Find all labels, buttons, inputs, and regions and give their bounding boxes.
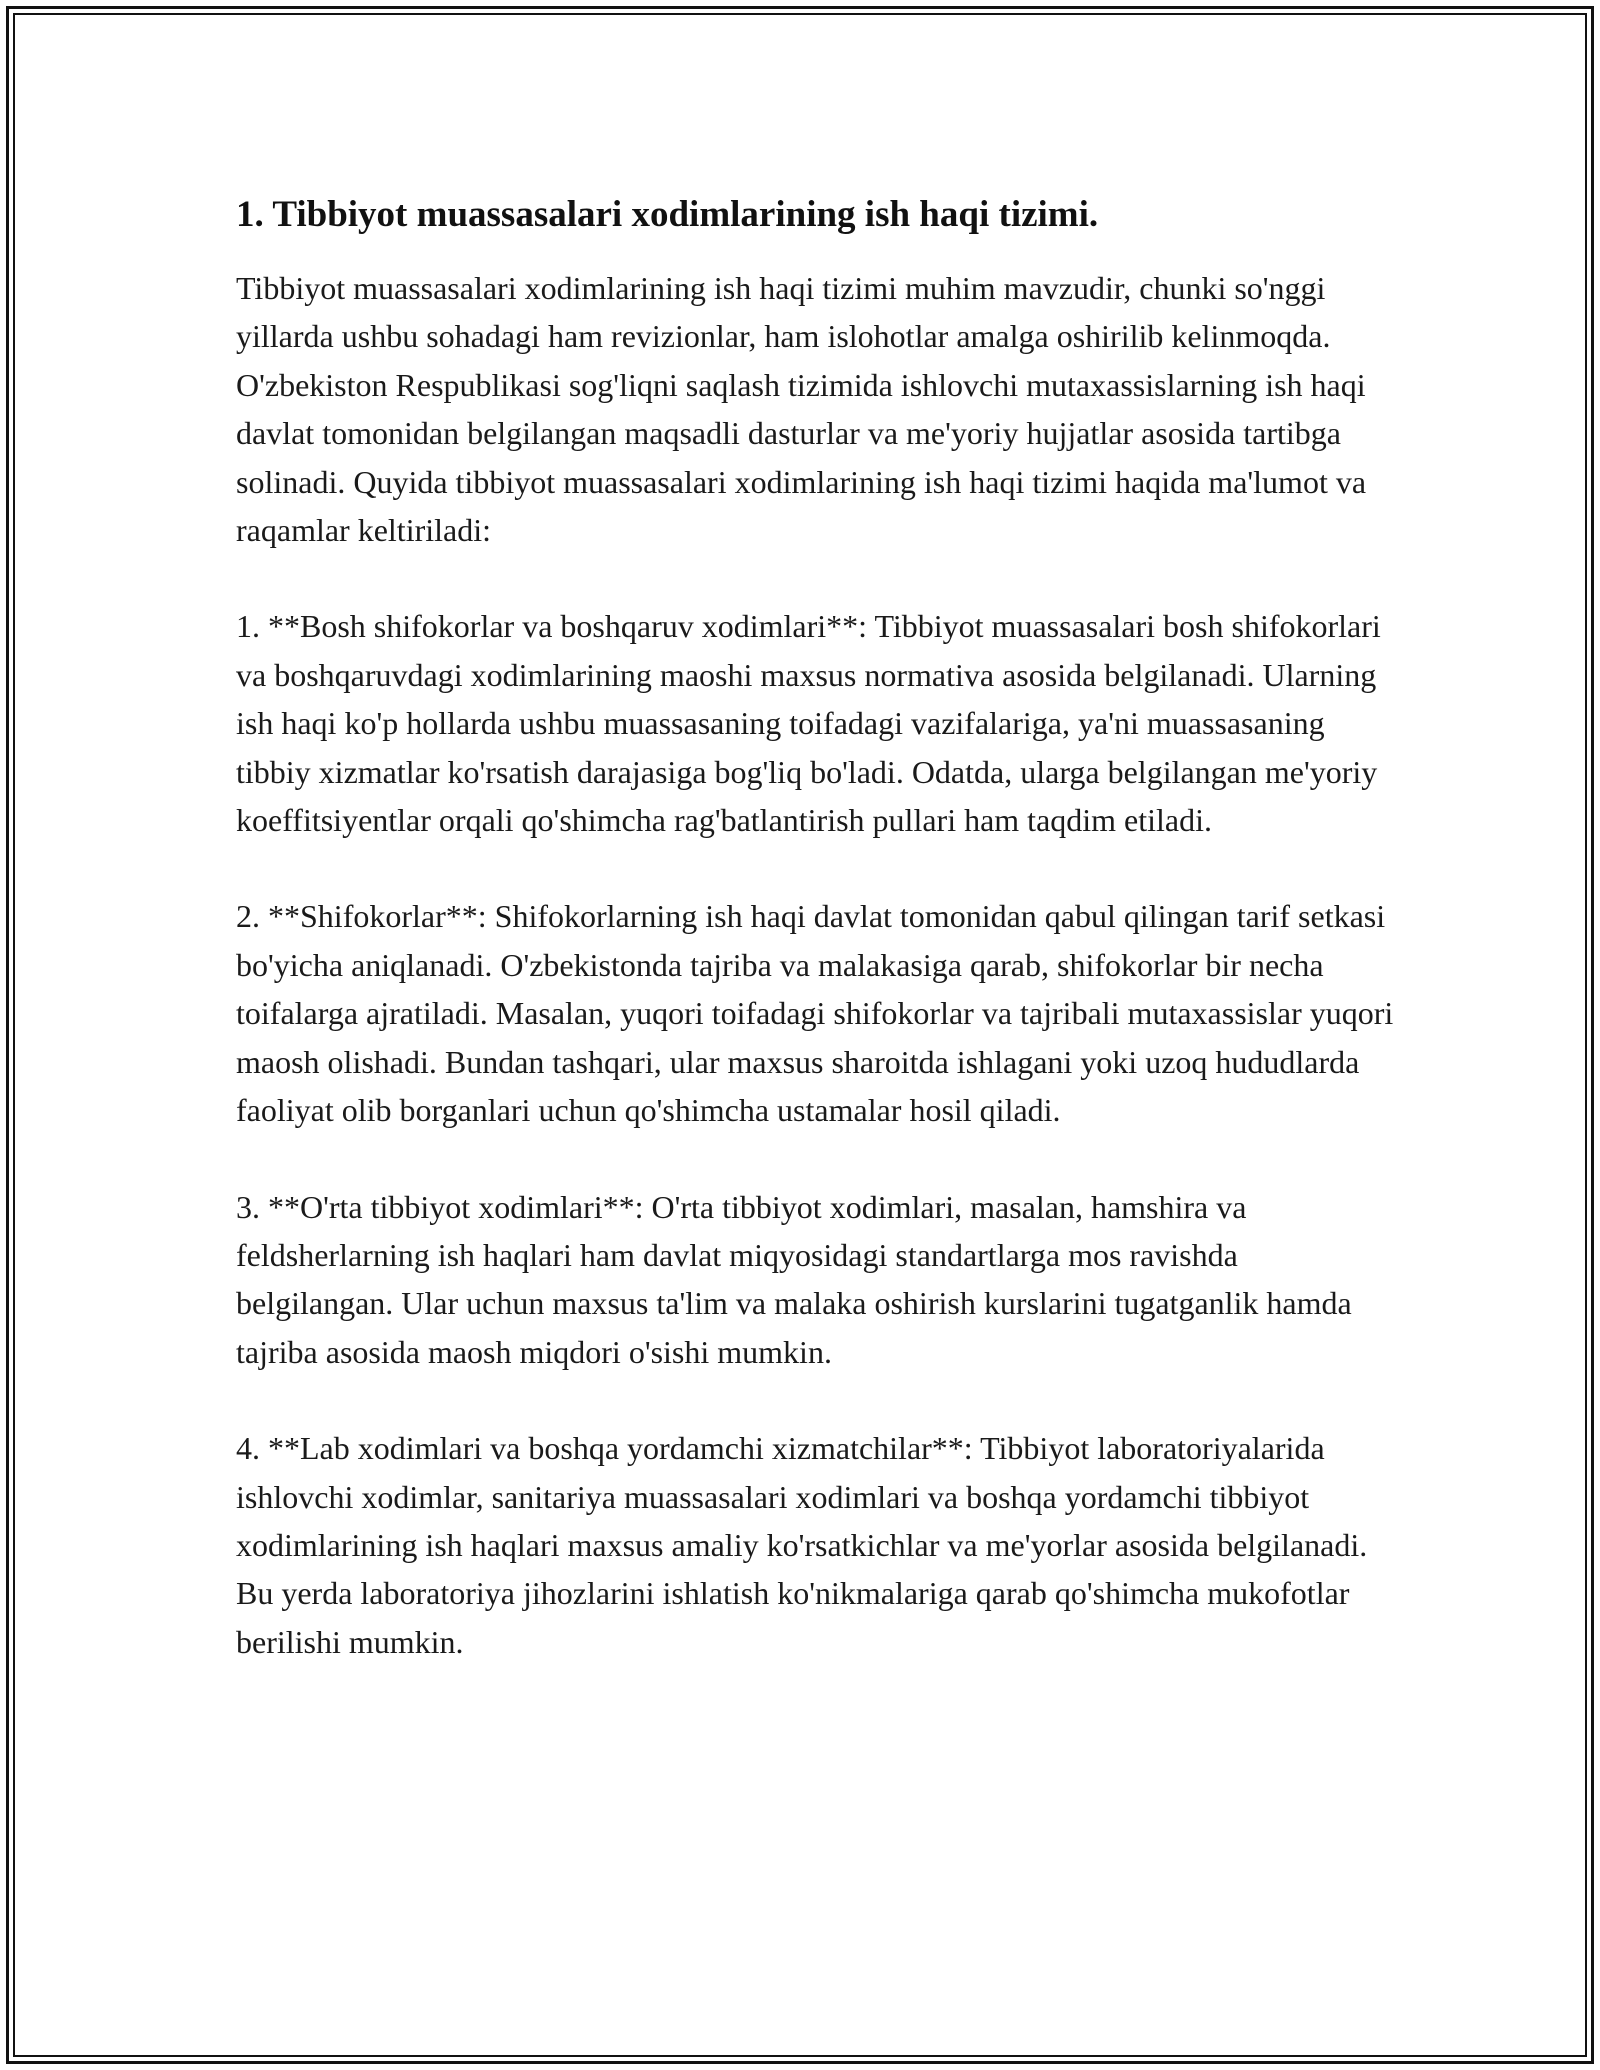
intro-paragraph: Tibbiyot muassasalari xodimlarining ish haqi tizimi muhim mavzudir, chunki so'nggi yillarda ushbu sohadagi ham revizionlar, ham islohotlar amalga oshirilib kelinmoqda. O'zbekiston Respublikasi sog'liqni saqlash tizimida ishlovchi mutaxassislarning ish haqi davlat tomonidan belgilangan maqsadli dasturlar va me'yoriy hujjatlar asosida tartibga solinadi. Quyida tibbiyot muassasalari xodimlarining ish haqi tizimi haqida ma'lumot va raqamlar keltiriladi: — [236, 270, 1367, 549]
paragraph-management-staff: 1. **Bosh shifokorlar va boshqaruv xodimlari**: Tibbiyot muassasalari bosh shifokorlari va boshqaruvdagi xodimlarining maoshi maxsus normativa asosida belgilanadi. Ularning ish haqi ko'p hollarda ushbu muassasaning toifadagi vazifalariga, ya'ni muassasaning tibbiy xizmatlar ko'rsatish darajasiga bog'liq bo'ladi. Odatda, ularga belgilangan me'yoriy koeffitsiyentlar orqali qo'shimcha rag'batlantirish pullari ham taqdim etiladi. — [236, 608, 1381, 839]
document-title: 1. Tibbiyot muassasalari xodimlarining ish haqi tizimi. — [236, 194, 1099, 235]
paragraph-mid-level-staff: 3. **O'rta tibbiyot xodimlari**: O'rta tibbiyot xodimlari, masalan, hamshira va feldsherlarning ish haqlari ham davlat miqyosidagi standartlarga mos ravishda belgilangan. Ular uchun maxsus ta'lim va malaka oshirish kurslarini tugatganlik hamda tajriba asosida maosh miqdori o'sishi mumkin. — [236, 1188, 1352, 1370]
paragraph-lab-staff: 4. **Lab xodimlari va boshqa yordamchi xizmatchilar**: Tibbiyot laboratoriyalarida ishlovchi xodimlar, sanitariya muassasalari xodimlari va boshqa yordamchi tibbiyot xodimlarining ish haqlari maxsus amaliy ko'rsatkichlar va me'yorlar asosida belgilanadi. Bu yerda laboratoriya jihozlarini ishlatish ko'nikmalariga qarab qo'shimcha mukofotlar berilishi mumkin. — [236, 1430, 1368, 1660]
paragraph-doctors: 2. **Shifokorlar**: Shifokorlarning ish haqi davlat tomonidan qabul qilingan tarif setkasi bo'yicha aniqlanadi. O'zbekistonda tajriba va malakasiga qarab, shifokorlar bir necha toifalarga ajratiladi. Masalan, yuqori toifadagi shifokorlar va tajribali mutaxassislar yuqori maosh olishadi. Bundan tashqari, ular maxsus sharoitda ishlagani yoki uzoq hududlarda faoliyat olib borganlari uchun qo'shimcha ustamalar hosil qiladi. — [236, 898, 1394, 1129]
document-body — [236, 186, 1396, 1714]
